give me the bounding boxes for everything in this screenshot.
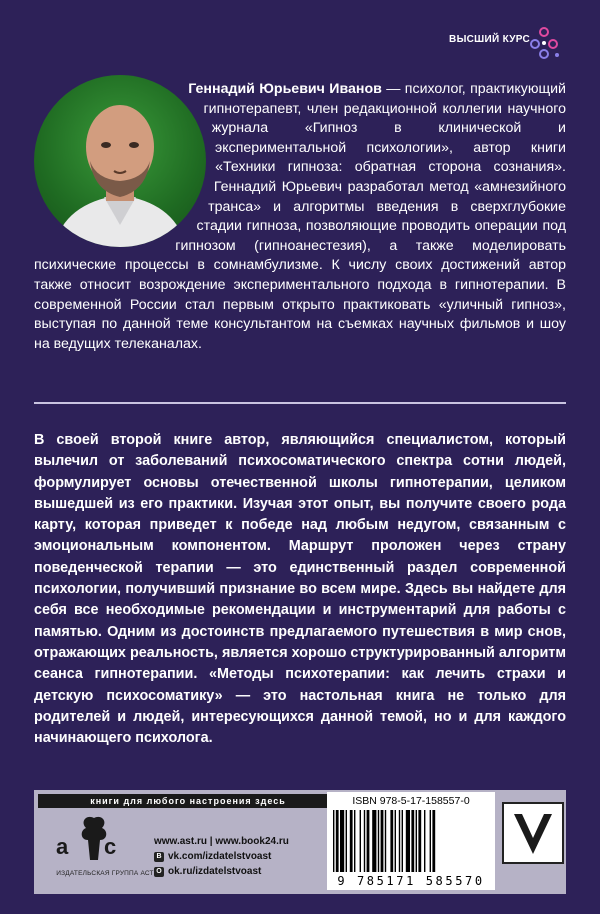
barcode-bar — [354, 810, 355, 872]
ok-text: ok.ru/izdatelstvoast — [168, 866, 262, 877]
svg-text:c: c — [104, 834, 117, 859]
barcode-number: 9 785171 585570 — [337, 874, 485, 888]
barcode — [327, 792, 495, 890]
barcode-bar — [385, 810, 386, 872]
barcode-bar — [399, 810, 400, 872]
series-logo-icon — [526, 24, 562, 60]
websites-text: www.ast.ru | www.book24.ru — [154, 836, 289, 847]
barcode-bar — [381, 810, 384, 872]
divider — [34, 402, 566, 404]
footer-panel — [34, 790, 566, 894]
website-link[interactable] — [154, 834, 289, 849]
svg-text:a: a — [56, 834, 69, 859]
author-bio — [34, 80, 566, 354]
barcode-bar — [364, 810, 365, 872]
barcode-bar — [402, 810, 403, 872]
barcode-bar — [406, 810, 410, 872]
ok-icon: О — [154, 867, 164, 877]
ast-logo-icon — [54, 814, 144, 864]
barcode-bar — [424, 810, 425, 872]
barcode-bar — [350, 810, 353, 872]
barcode-bar — [395, 810, 396, 872]
barcode-bar — [432, 810, 435, 872]
publisher-name: ИЗДАТЕЛЬСКАЯ ГРУППА АСТ — [56, 870, 154, 877]
barcode-bar — [416, 810, 417, 872]
barcode-bar — [430, 810, 431, 872]
barcode-bar — [333, 810, 334, 872]
barcode-bars — [331, 810, 491, 874]
barcode-bar — [367, 810, 370, 872]
isbn-text: ISBN 978-5-17-158557-0 — [352, 795, 470, 807]
tagline: книги для любого настроения здесь — [38, 794, 338, 808]
vk-text: vk.com/izdatelstvoast — [168, 851, 272, 862]
barcode-bar — [411, 810, 414, 872]
v-logo-icon — [502, 802, 564, 864]
barcode-bar — [360, 810, 361, 872]
book-description: В своей второй книге автор, являющийся специалистом, который вылечил от заболеваний психосоматического спектра сотни людей, формулирует основы отечественной школы гипнотерапии, целиком вышедшей из его практики. Изучая этот опыт, вы получите своего рода карту, которая приведет к победе над любым недугом, связанным с эмоциональным компонентом. Маршрут проложен через страну поведенческой терапии — это единственный раздел современной психологии, получивший признание во всем мире. Здесь вы найдете для себя все необходимые рекомендации и инструментарий для работы с памятью. Одним из достоинств предлагаемого путешествия в мир снов, отражающих реальность, является хорошо структурированный алгоритм сеанса гипнотерапии. «Методы психотерапии: как лечить страхи и детскую психосоматику» — это настольная книга не только для родителей и людей, интересующихся данной темой, но и для каждого начинающего психолога. — [34, 432, 566, 747]
barcode-bar — [340, 810, 344, 872]
barcode-bar — [390, 810, 393, 872]
vk-icon: В — [154, 852, 164, 862]
author-name: Геннадий Юрьевич Иванов — [188, 81, 382, 97]
ok-link[interactable] — [154, 864, 289, 879]
barcode-bar — [418, 810, 421, 872]
barcode-bar — [372, 810, 376, 872]
contact-links — [154, 834, 289, 879]
barcode-bar — [378, 810, 379, 872]
barcode-bar — [336, 810, 339, 872]
vk-link[interactable] — [154, 849, 289, 864]
series-label: ВЫСШИЙ КУРС — [449, 34, 530, 45]
author-bio-text: — психолог, практикующий гипнотерапевт, член редакционной коллегии научного журнала «Гипноз в клинической и экспериментальной психологии», автор книги «Техники гипноза: обратная сторона сознания». Геннадий Юрьевич разработал метод «амнезийного транса» и алгоритмы введения в сверхглубокие стадии гипноза, позволяющие проводить операции под гипнозом (гипноанестезия), а также моделировать психические процессы в сомнамбулизме. К числу своих достижений автор также относит возрождение экспериментального подхода в гипнотерапии. В современной России стал первым открыто практиковать «уличный гипноз», выступая по данной теме консультантом на съемках научных фильмов и шоу на ведущих телеканалах. — [34, 81, 566, 352]
barcode-bar — [346, 810, 347, 872]
